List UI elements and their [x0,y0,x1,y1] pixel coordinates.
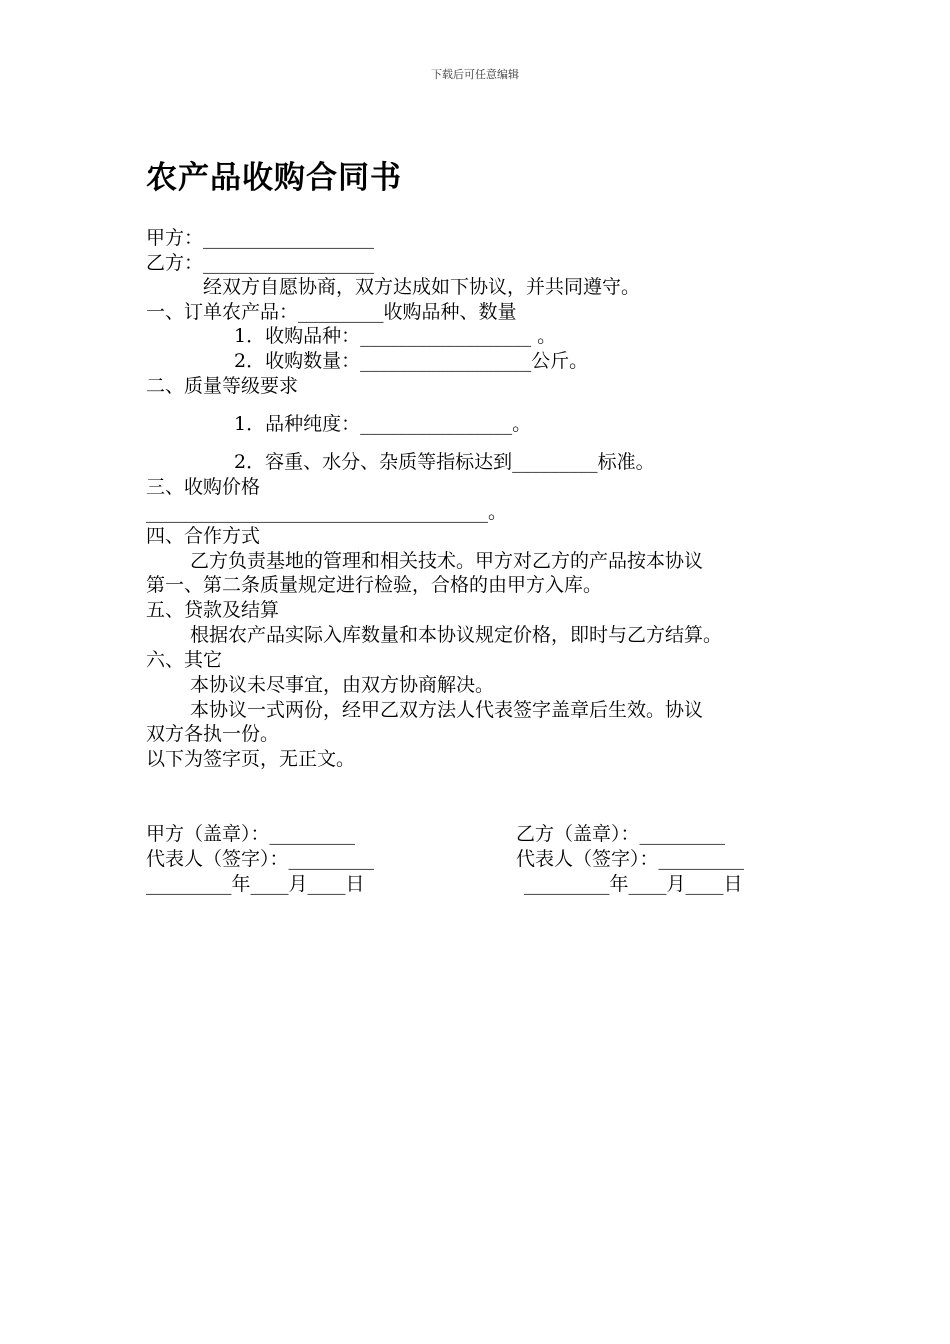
section6-paragraph2-line2: 双方各执一份。 [146,723,280,745]
section2-item1: 1．品种纯度：________________。 [234,413,532,435]
section6-paragraph2-line1: 本协议一式两份，经甲乙双方法人代表签字盖章后生效。协议 [190,699,704,721]
party-a-line: 甲方：__________________ [146,227,375,249]
section4-heading: 四、合作方式 [146,525,261,547]
section2-heading: 二、质量等级要求 [146,375,299,397]
header-note: 下载后可任意编辑 [431,68,519,81]
party-b-date: _________年____月____日 [524,873,743,895]
section1-item2: 2．收购数量：__________________公斤。 [234,350,589,372]
section5-heading: 五、贷款及结算 [146,599,280,621]
section1-item1: 1．收购品种：__________________ 。 [234,325,557,347]
section2-item2: 2．容重、水分、杂质等指标达到_________标准。 [234,451,655,473]
document-title: 农产品收购合同书 [146,160,402,196]
party-b-representative: 代表人（签字）：_________ [516,848,745,870]
signature-note: 以下为签字页，无正文。 [146,748,356,770]
party-a-date: _________年____月____日 [146,873,365,895]
party-a-representative: 代表人（签字）：_________ [146,848,375,870]
party-b-seal: 乙方（盖章）：_________ [516,823,726,845]
section3-heading: 三、收购价格 [146,476,261,498]
section6-paragraph1: 本协议未尽事宜，由双方协商解决。 [190,674,495,696]
party-b-line: 乙方：__________________ [146,252,375,274]
section3-price-blank: ____________________________________。 [146,501,508,523]
section5-paragraph: 根据农产品实际入库数量和本协议规定价格，即时与乙方结算。 [190,624,723,646]
section6-heading: 六、其它 [146,649,223,671]
section4-paragraph-line2: 第一、第二条质量规定进行检验，合格的由甲方入库。 [146,574,603,596]
intro-paragraph: 经双方自愿协商，双方达成如下协议，并共同遵守。 [203,276,641,298]
section1-heading: 一、订单农产品：_________收购品种、数量 [146,301,517,323]
party-a-seal: 甲方（盖章）：_________ [146,823,356,845]
section4-paragraph-line1: 乙方负责基地的管理和相关技术。甲方对乙方的产品按本协议 [190,550,704,572]
